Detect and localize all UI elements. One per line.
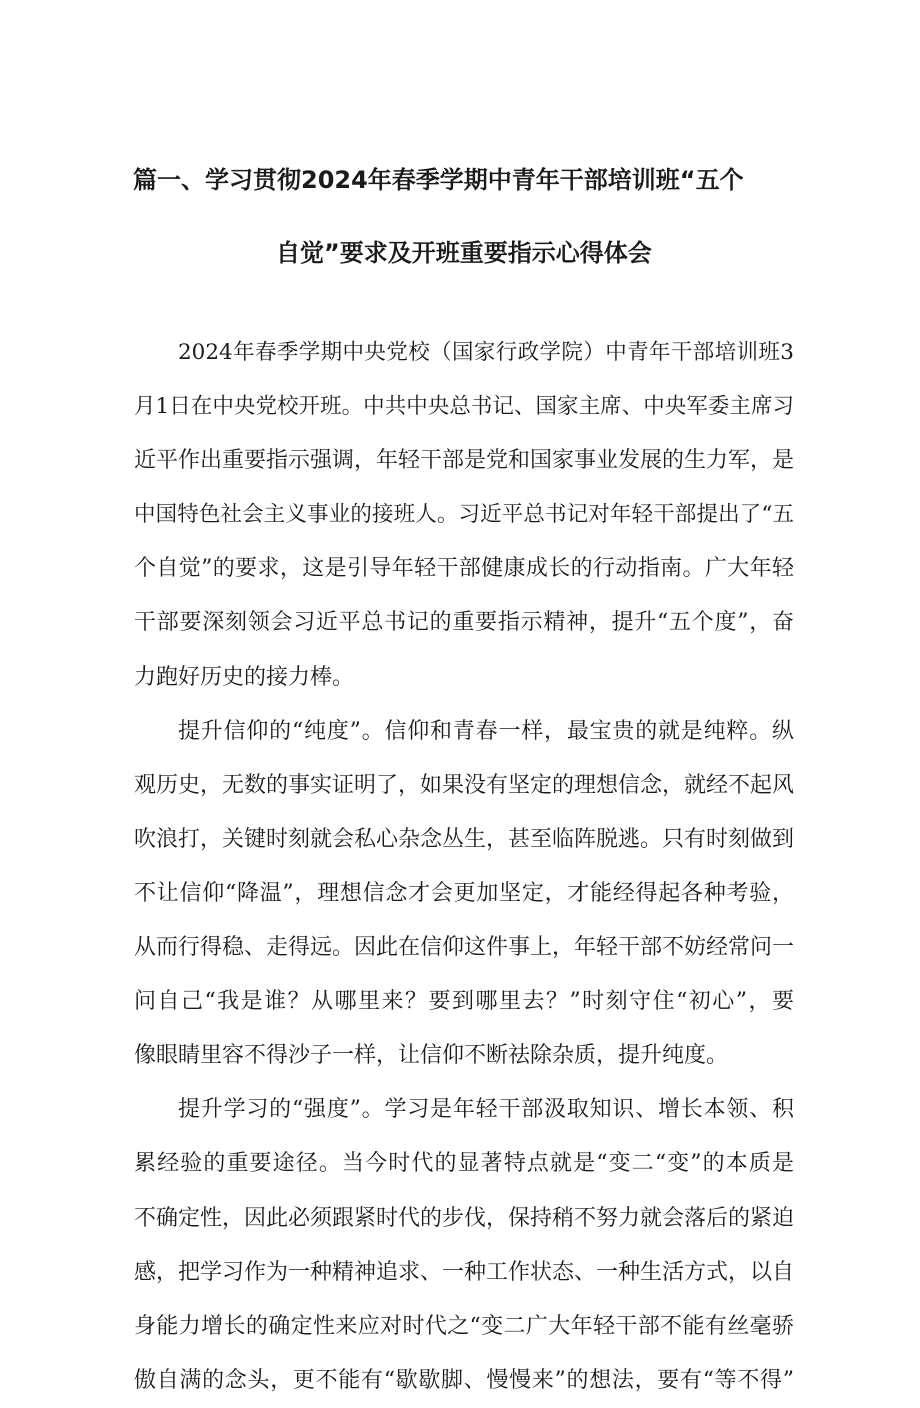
body-line: 身能力增长的确定性来应对时代之“变二广大年轻干部不能有丝毫骄 — [134, 1313, 794, 1339]
document-title-line-1: 篇一、学习贯彻2024年春季学期中青年干部培训班“五个 — [133, 166, 744, 194]
document-body — [134, 326, 794, 1408]
body-line: 个自觉”的要求，这是引导年轻干部健康成长的行动指南。广大年轻 — [134, 556, 794, 582]
body-line: 观历史，无数的事实证明了，如果没有坚定的理想信念，就经不起风 — [134, 772, 795, 798]
body-line: 月1日在中央党校开班。中共中央总书记、国家主席、中央军委主席习 — [134, 394, 794, 420]
body-line: 累经验的重要途径。当今时代的显著特点就是“变二“变”的本质是 — [134, 1151, 794, 1177]
body-line: 从而行得稳、走得远。因此在信仰这件事上，年轻干部不妨经常问一 — [134, 935, 795, 961]
body-line: 力跑好历史的接力棒。 — [134, 664, 355, 690]
body-line: 提升信仰的“纯度”。信仰和青春一样，最宝贵的就是纯粹。纵 — [178, 718, 794, 744]
body-line: 感，把学习作为一种精神追求、一种工作状态、一种生活方式，以自 — [134, 1259, 795, 1285]
body-line: 近平作出重要指示强调，年轻干部是党和国家事业发展的生力军，是 — [134, 448, 795, 474]
body-line: 问自己“我是谁？从哪里来？要到哪里去？”时刻守住“初心”，要 — [134, 989, 794, 1015]
body-line: 像眼睛里容不得沙子一样，让信仰不断祛除杂质，提升纯度。 — [134, 1043, 729, 1069]
body-line: 傲自满的念头，更不能有“歇歇脚、慢慢来”的想法，要有“等不得” — [134, 1367, 794, 1393]
document-title-line-2: 自觉”要求及开班重要指示心得体会 — [276, 239, 652, 267]
body-line: 吹浪打，关键时刻就会私心杂念丛生，甚至临阵脱逃。只有时刻做到 — [134, 826, 795, 852]
body-line: 干部要深刻领会习近平总书记的重要指示精神，提升“五个度”，奋 — [134, 610, 794, 636]
body-line: 中国特色社会主义事业的接班人。习近平总书记对年轻干部提出了“五 — [134, 502, 794, 528]
body-line: 提升学习的“强度”。学习是年轻干部汲取知识、增长本领、积 — [178, 1097, 794, 1123]
body-line: 不让信仰“降温”，理想信念才会更加坚定，才能经得起各种考验， — [134, 880, 794, 906]
body-line: 不确定性，因此必须跟紧时代的步伐，保持稍不努力就会落后的紧迫 — [134, 1205, 795, 1231]
body-line: 2024年春季学期中央党校（国家行政学院）中青年干部培训班3 — [178, 340, 794, 365]
